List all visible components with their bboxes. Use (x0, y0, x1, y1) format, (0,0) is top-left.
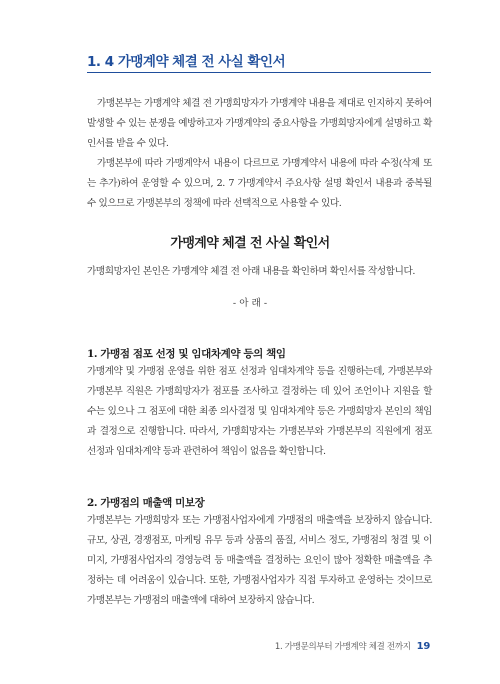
section-title-underline (87, 72, 431, 73)
page-footer (275, 640, 430, 652)
form-ara-divider: - 아 래 - (232, 298, 268, 309)
intro-text (87, 94, 432, 214)
form-intro: 가맹희망자인 본인은 가맹계약 체결 전 아래 내용을 확인하며 확인서를 작성합니다. (87, 266, 415, 277)
intro-paragraph-1: 가맹본부는 가맹계약 체결 전 가맹희망자가 가맹계약 내용을 제대로 인지하지 못하여 발생할 수 있는 분쟁을 예방하고자 가맹계약의 중요사항을 가맹희망자에게 설명하고 확인서를 받을 수 있다. (87, 98, 432, 149)
item-heading-1: 1. 가맹점 점포 선정 및 임대차계약 등의 책임 (87, 348, 286, 360)
section-title: 1. 4 가맹계약 체결 전 사실 확인서 (87, 54, 286, 70)
item-body-2: 가맹본부는 가맹희망자 또는 가맹점사업자에게 가맹점의 매출액을 보장하지 않습니다. 규모, 상권, 경쟁점포, 마케팅 유무 등과 상품의 품질, 서비스 정도, 가맹점의 청결 및 이미지, 가맹점사업자의 경영능력 등 매출액을 결정하는 요인이 많아 정확한 매출액을 추정하는 데 어려움이 있습니다. 또한, 가맹점사업자가 직접 투자하고 운영하는 것이므로 가맹본부는 가맹점의 매출액에 대하여 보장하지 않습니다. (87, 515, 432, 606)
intro-paragraph-2: 가맹본부에 따라 가맹계약서 내용이 다르므로 가맹계약서 내용에 따라 수정(삭제 또는 추가)하여 운영할 수 있으며, 2. 7 가맹계약서 주요사항 설명 확인서 내용과 중복될 수 있으므로 가맹본부의 정책에 따라 선택적으로 사용할 수 있다. (87, 158, 432, 209)
item-body-1: 가맹계약 및 가맹점 운영을 위한 점포 선정과 임대차계약 등을 진행하는데, 가맹본부와 가맹본부 직원은 가맹희망자가 점포를 조사하고 결정하는 데 있어 조언이나 지원을 할 수는 있으나 그 점포에 대한 최종 의사결정 및 임대차계약 등은 가맹희망자 본인의 책임과 결정으로 진행합니다. 따라서, 가맹희망자는 가맹본부와 가맹본부의 직원에게 점포 선정과 임대차계약 등과 관련하여 책임이 없음을 확인합니다. (87, 366, 432, 457)
item-heading-2: 2. 가맹점의 매출액 미보장 (87, 497, 205, 509)
form-title: 가맹계약 체결 전 사실 확인서 (170, 236, 330, 251)
page-number: 19 (416, 641, 430, 652)
footer-chapter-label: 1. 가맹문의부터 가맹계약 체결 전까지 (274, 642, 411, 652)
